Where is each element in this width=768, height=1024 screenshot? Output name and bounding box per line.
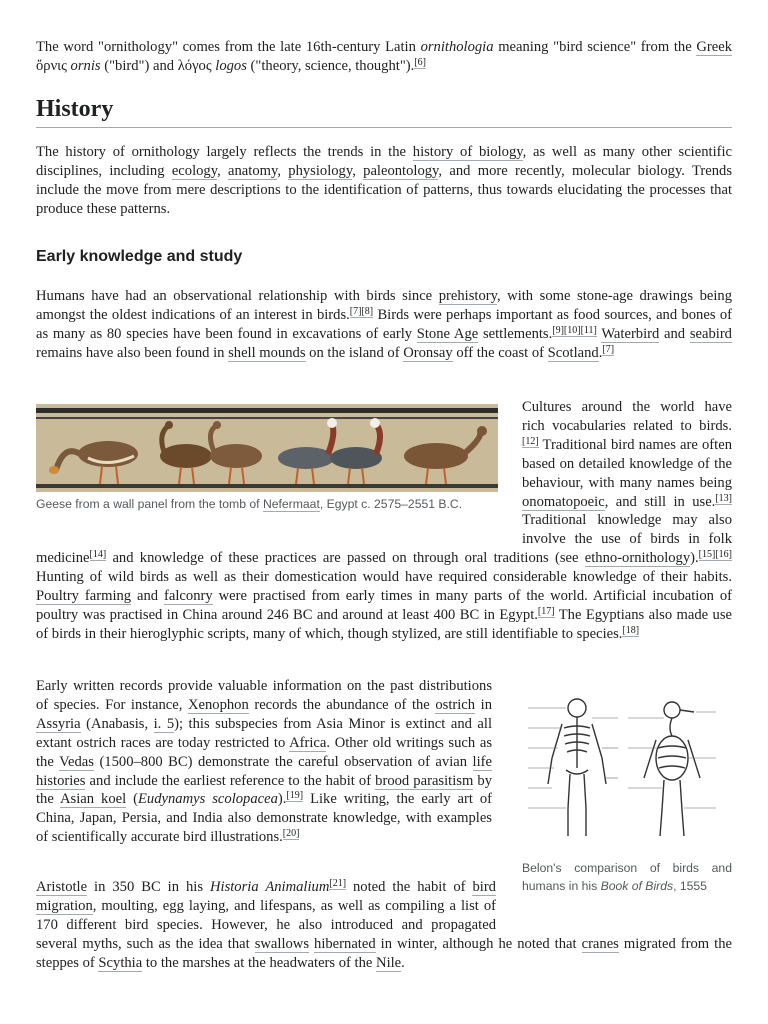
ref-19[interactable]: [19] [286, 790, 304, 802]
float-spacer [36, 398, 522, 534]
history-paragraph: The history of ornithology largely reflects the trends in the history of biology, as well as many other scientific disciplines, including ecology, anatomy, physiology, paleontology, and more recently, molecular biology. Trends include the move from mere descriptions to the identification of patterns, thus towards elucidating the processes that produce these patterns. [36, 144, 733, 217]
link-bird-migration[interactable]: bird migration [36, 879, 496, 914]
early-para-3 [36, 677, 492, 847]
link-greek[interactable]: Greek [696, 39, 732, 55]
early-para-4 [36, 878, 732, 973]
link-onomatopoeic[interactable]: onomatopoeic [522, 493, 605, 510]
link-assyria[interactable]: Assyria [36, 715, 81, 732]
link-anatomy[interactable]: anatomy [228, 162, 278, 179]
ref-7[interactable]: [7] [602, 343, 615, 355]
link-stone-age[interactable]: Stone Age [416, 325, 479, 342]
history-section [36, 143, 732, 219]
ref-20[interactable]: [20] [282, 828, 300, 840]
history-heading: History [36, 94, 732, 128]
link-xenophon[interactable]: Xenophon [187, 696, 249, 713]
link-poultry-farming[interactable]: Poultry farming [36, 588, 132, 605]
ref-15-16[interactable]: [15][16] [698, 549, 732, 561]
link-brood-parasitism[interactable]: brood parasitism [375, 772, 474, 789]
geese-caption: Geese from a wall panel from the tomb of Nefermaat, Egypt c. 2575–2551 B.C. [36, 497, 463, 511]
link-waterbird[interactable]: Waterbird [601, 325, 660, 342]
skeleton-caption: Belon's comparison of birds and humans in his Book of Birds, 1555 [522, 861, 732, 893]
early-paragraph-2: Cultures around the world have rich vocabularies related to birds.[12] Traditional bird names are often based on detailed knowledge of the behaviour, with many names being onomatopoeic, and still in use.[13] Traditional knowledge may also involve the use of birds in folk medicine[14] and knowledge of these practices are passed on through oral traditions (see ethno-ornithology).[15][16] Hunting of wild birds as well as their domestication would have required considerable knowledge of their habits. Poultry farming and falconry were practised from early times in many parts of the world. Artificial incubation of poultry was practised in China around 246 BC and around at least 400 BC in Egypt.[17] The Egyptians also made use of birds in their hieroglyphic scripts, many of which, though stylized, are still identifiable to species.[18] [36, 399, 733, 642]
ref-14[interactable]: [14] [89, 549, 107, 561]
early-knowledge-heading: Early knowledge and study [36, 248, 243, 265]
early-para-1 [36, 287, 732, 363]
link-africa[interactable]: Africa [289, 734, 327, 751]
ref-12[interactable]: [12] [522, 435, 539, 447]
early-paragraph-3: Early written records provide valuable information on the past distributions of species. For instance, Xenophon records the abundance of the ostrich in Assyria (Anabasis, i. 5); this subspecies from Asia Minor is extinct and all extant ostrich races are today restricted to Africa. Other old writings such as the Vedas (1500–800 BC) demonstrate the careful observation of avian life histories and include the earliest reference to the habit of brood parasitism by the Asian koel (Eudynamys scolopacea).[19] Like writing, the early art of China, Japan, Persia, and India also demonstrate knowledge, with examples of scientifically accurate bird illustrations.[20] [36, 678, 493, 846]
intro-paragraph: The word "ornithology" comes from the late 16th-century Latin ornithologia meaning "bird science" from the Greek ὄρνις ornis ("bird") and λόγος logos ("theory, science, thought").[6] [36, 39, 732, 74]
link-scythia[interactable]: Scythia [98, 954, 143, 971]
link-oronsay[interactable]: Oronsay [403, 344, 453, 361]
link-anabasis-i5[interactable]: i. 5 [153, 715, 175, 732]
ref-18[interactable]: [18] [622, 624, 640, 636]
link-paleontology[interactable]: paleontology [363, 162, 439, 179]
link-ostrich[interactable]: ostrich [435, 696, 476, 713]
link-seabird[interactable]: seabird [689, 325, 732, 342]
link-shell-mounds[interactable]: shell mounds [228, 344, 306, 361]
intro-section [36, 38, 732, 76]
ref-17[interactable]: [17] [537, 605, 555, 617]
link-swallows[interactable]: swallows [254, 935, 310, 952]
link-history-of-biology[interactable]: history of biology [412, 144, 523, 160]
skeleton-figure [522, 688, 732, 895]
link-cranes[interactable]: cranes [581, 935, 619, 952]
link-aristotle[interactable]: Aristotle [36, 879, 88, 895]
link-ethno-ornithology[interactable]: ethno-ornithology [584, 550, 691, 567]
ref-13[interactable]: [13] [715, 492, 732, 504]
link-nile[interactable]: Nile [376, 954, 402, 971]
link-ecology[interactable]: ecology [171, 162, 218, 179]
link-life-histories[interactable]: life histories [36, 753, 492, 789]
link-physiology[interactable]: physiology [288, 162, 353, 179]
link-scotland[interactable]: Scotland [547, 344, 599, 361]
early-paragraph-1: Humans have had an observational relationship with birds since prehistory, with some stone-age drawings being amongst the oldest indications of an interest in birds.[7][8] Birds were perhaps important as food sources, and bones of as many as 80 species have been found in excavations of early Stone Age settlements.[9][10][11] Waterbird and seabird remains have also been found in shell mounds on the island of Oronsay off the coast of Scotland.[7] [36, 288, 732, 361]
belon-skeletons-image[interactable] [522, 688, 722, 848]
link-hibernated[interactable]: hibernated [314, 935, 376, 952]
ref-9-10-11[interactable]: [9][10][11] [552, 324, 597, 336]
float-spacer-right [496, 878, 732, 934]
early-paragraph-4: Aristotle in 350 BC in his Historia Animalium[21] noted the habit of bird migration, moulting, egg laying, and lifespans, as well as compiling a list of 170 different bird species. However, he also introduced and propagated several myths, such as the idea that swallows hibernated in winter, although he noted that cranes migrated from the steppes of Scythia to the marshes at the headwaters of the Nile. [36, 878, 732, 971]
early-para-2 [36, 398, 732, 644]
link-asian-koel[interactable]: Asian koel [60, 791, 127, 808]
link-prehistory[interactable]: prehistory [438, 288, 497, 304]
link-vedas[interactable]: Vedas [59, 753, 94, 770]
ref-21[interactable]: [21] [329, 878, 347, 889]
link-falconry[interactable]: falconry [164, 588, 213, 605]
ref-6[interactable]: [6] [414, 56, 426, 68]
link-nefermaat[interactable]: Nefermaat [262, 497, 320, 511]
ref-7-8[interactable]: [7][8] [349, 305, 374, 317]
